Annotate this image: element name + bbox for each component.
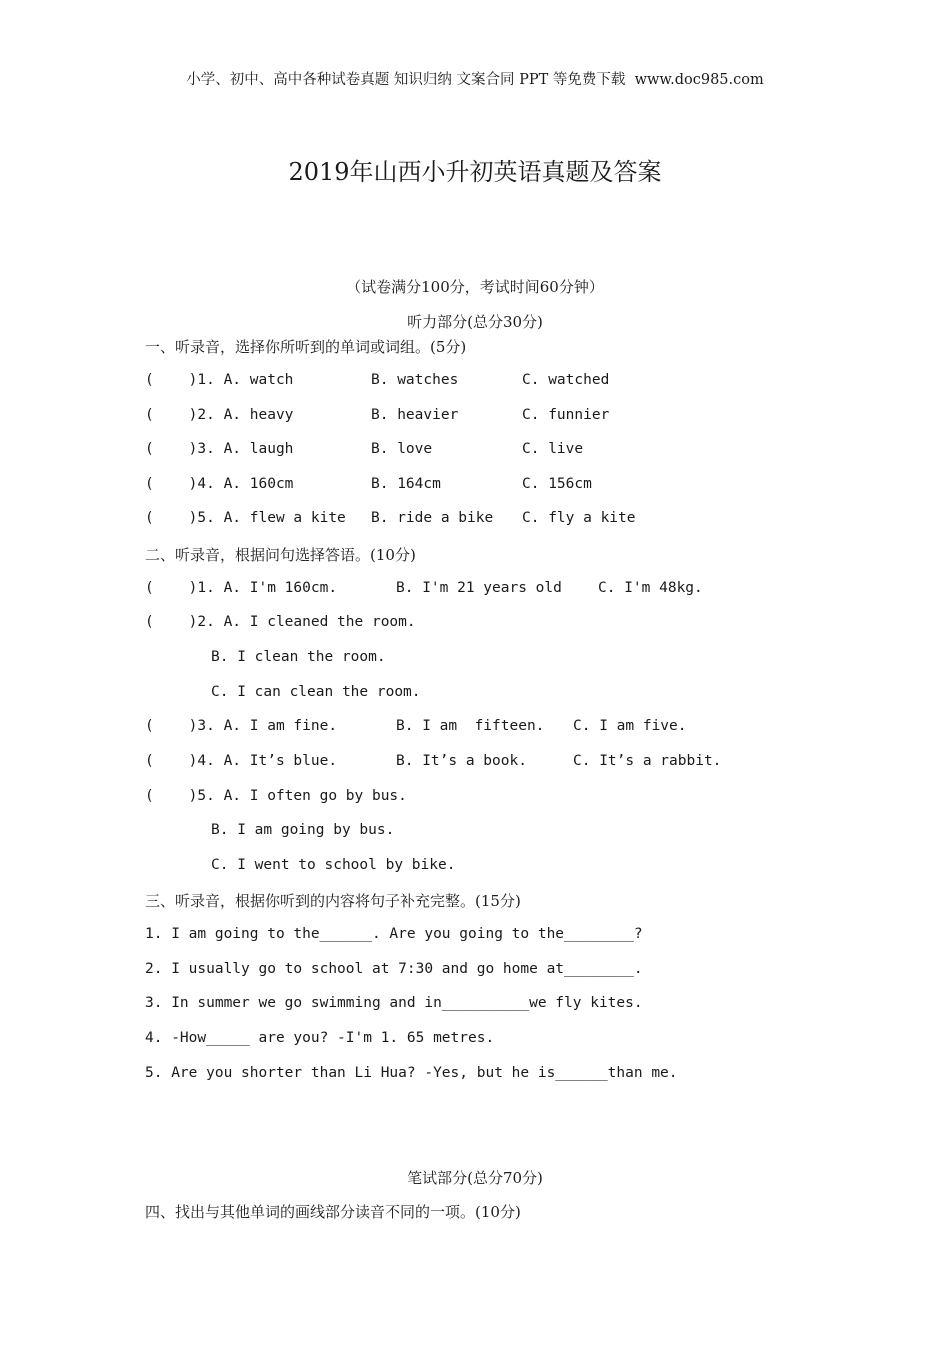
option-a: ( )5. A. I often go by bus.: [145, 788, 407, 804]
fill-blank-line: 4. -How_____ are you? -I'm 1. 65 metres.: [145, 1030, 495, 1046]
option-c: C. live: [522, 441, 584, 457]
part1-instruction: 一、听录音，选择你所听到的单词或词组。(5分): [145, 338, 467, 356]
option-c: C. I am five.: [573, 718, 687, 734]
fill-blank-line: 2. I usually go to school at 7:30 and go home at________.: [145, 961, 643, 977]
writing-heading: 笔试部分(总分70分): [407, 1169, 543, 1187]
option-c: C. 156cm: [522, 476, 592, 492]
option-b: B. It’s a book.: [396, 753, 527, 769]
option-a: ( )2. A. heavy: [145, 407, 294, 423]
page-title: 2019年山西小升初英语真题及答案: [288, 158, 662, 186]
option-a: ( )4. A. 160cm: [145, 476, 294, 492]
option-b: B. I'm 21 years old: [396, 580, 562, 596]
option-b: B. watches: [371, 372, 459, 388]
option-c: C. I'm 48kg.: [598, 580, 703, 596]
option-b: B. I clean the room.: [211, 649, 386, 665]
option-c: C. funnier: [522, 407, 610, 423]
fill-blank-line: 3. In summer we go swimming and in__________we fly kites.: [145, 995, 643, 1011]
option-c: C. watched: [522, 372, 610, 388]
part2-instruction: 二、听录音，根据问句选择答语。(10分): [145, 546, 416, 564]
question-row: [145, 788, 407, 820]
option-b: B. I am fifteen.: [396, 718, 545, 734]
option-a: ( )5. A. flew a kite: [145, 510, 346, 526]
question-row: [145, 614, 416, 646]
fill-blank-line: 1. I am going to the______. Are you going to the________?: [145, 926, 643, 942]
option-c: C. It’s a rabbit.: [573, 753, 722, 769]
option-b: B. 164cm: [371, 476, 441, 492]
site-banner: 小学、初中、高中各种试卷真题 知识归纳 文案合同 PPT 等免费下载 www.doc985.com: [186, 72, 764, 88]
option-b: B. I am going by bus.: [211, 822, 395, 838]
option-c: C. I can clean the room.: [211, 684, 421, 700]
option-a: ( )3. A. laugh: [145, 441, 294, 457]
option-a: ( )4. A. It’s blue.: [145, 753, 338, 769]
option-a: ( )1. A. I'm 160cm.: [145, 580, 338, 596]
fill-blank-line: 5. Are you shorter than Li Hua? -Yes, but he is______than me.: [145, 1065, 678, 1081]
option-c: C. fly a kite: [522, 510, 636, 526]
option-b: B. love: [371, 441, 433, 457]
listening-heading: 听力部分(总分30分): [407, 313, 543, 331]
option-a: ( )3. A. I am fine.: [145, 718, 338, 734]
option-b: B. ride a bike: [371, 510, 494, 526]
part4-instruction: 四、找出与其他单词的画线部分读音不同的一项。(10分): [145, 1203, 521, 1221]
option-a: ( )2. A. I cleaned the room.: [145, 614, 416, 630]
part3-instruction: 三、听录音，根据你听到的内容将句子补充完整。(15分): [145, 892, 521, 910]
option-b: B. heavier: [371, 407, 459, 423]
exam-info: （试卷满分100分，考试时间60分钟）: [346, 278, 604, 296]
option-a: ( )1. A. watch: [145, 372, 294, 388]
option-c: C. I went to school by bike.: [211, 857, 456, 873]
